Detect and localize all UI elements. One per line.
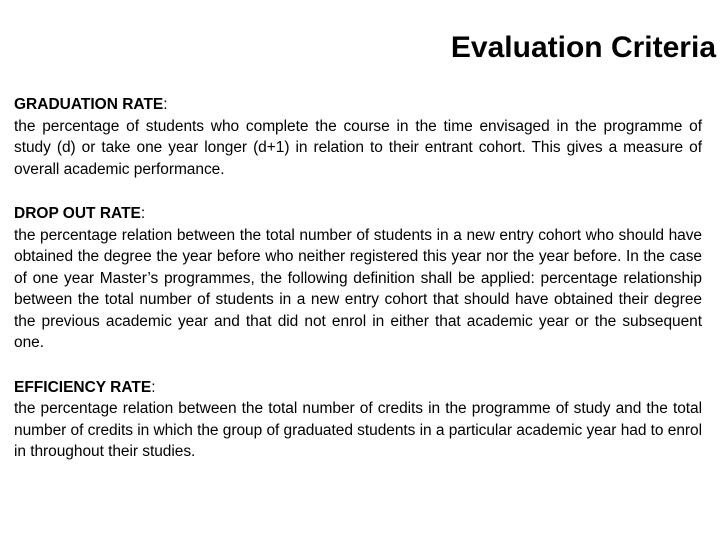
criterion-term: EFFICIENCY RATE bbox=[14, 378, 152, 396]
criterion-definition: the percentage relation between the total number of students in a new entry cohort who should have obtained the degree the year before who neither registered this year nor the year before. In the case of one year Master’s programmes, the following definition shall be applied: percentage relationship between the total number of students in a new entry cohort that should have obtained their degree the previous academic year and that did not enrol in either that academic year or the subsequent one. bbox=[14, 226, 702, 351]
criterion-definition: the percentage of students who complete the course in the time envisaged in the programme of study (d) or take one year longer (d+1) in relation to their entrant cohort. This gives a measure of overall academic performance. bbox=[14, 117, 702, 178]
criterion-drop-out-rate bbox=[14, 203, 702, 354]
criteria-list bbox=[14, 94, 702, 486]
criterion-definition: the percentage relation between the total number of credits in the programme of study and the total number of credits in which the group of graduated students in a particular academic year had to enrol in throughout their studies. bbox=[14, 400, 702, 460]
criterion-colon: : bbox=[163, 96, 168, 113]
criterion-colon: : bbox=[140, 205, 146, 222]
criterion-colon: : bbox=[151, 378, 156, 396]
page-title: Evaluation Criteria bbox=[450, 31, 716, 64]
criterion-graduation-rate bbox=[14, 94, 702, 180]
criterion-heading bbox=[14, 94, 702, 116]
criterion-term: GRADUATION RATE bbox=[14, 96, 164, 113]
criterion-term: DROP OUT RATE bbox=[14, 205, 141, 222]
criterion-efficiency-rate bbox=[14, 377, 702, 463]
criterion-heading bbox=[14, 377, 702, 399]
criterion-heading bbox=[14, 203, 702, 225]
